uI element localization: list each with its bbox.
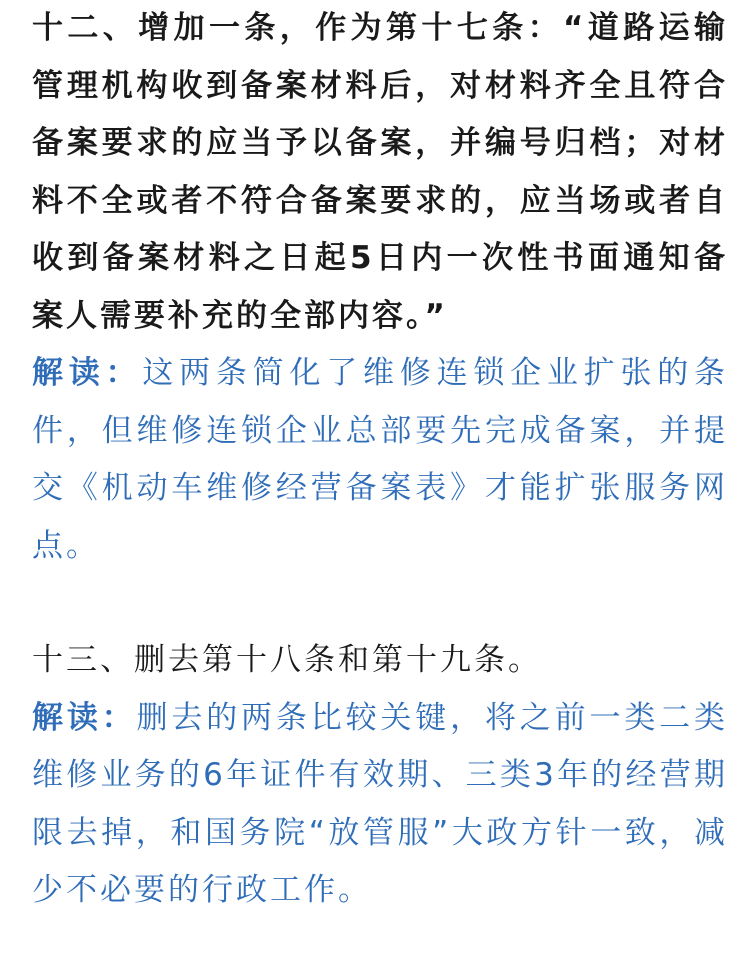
interpretation-2-text: 删去的两条比较关键，将之前一类二类维修业务的6年证件有效期、三类3年的经营期限去掉，和国务院“放管服”大政方针一致，减少不必要的行政工作。 — [32, 699, 729, 908]
interpretation-1-label: 解读： — [32, 355, 143, 391]
interpretation-1-text: 这两条简化了维修连锁企业扩张的条件，但维修连锁企业总部要先完成备案，并提交《机动车维修经营备案表》才能扩张服务网点。 — [32, 355, 729, 564]
interpretation-1-paragraph — [32, 345, 728, 575]
article-12-paragraph: 十二、增加一条，作为第十七条：“道路运输管理机构收到备案材料后，对材料齐全且符合备案要求的应当予以备案，并编号归档；对材料不全或者不符合备案要求的，应当场或者自收到备案材料之日起5日内一次性书面通知备案人需要补充的全部内容。” — [32, 10, 728, 334]
article-13-paragraph: 十三、删去第十八条和第十九条。 — [32, 642, 542, 678]
interpretation-2-paragraph — [32, 690, 728, 920]
interpretation-2-label: 解读： — [32, 699, 137, 736]
